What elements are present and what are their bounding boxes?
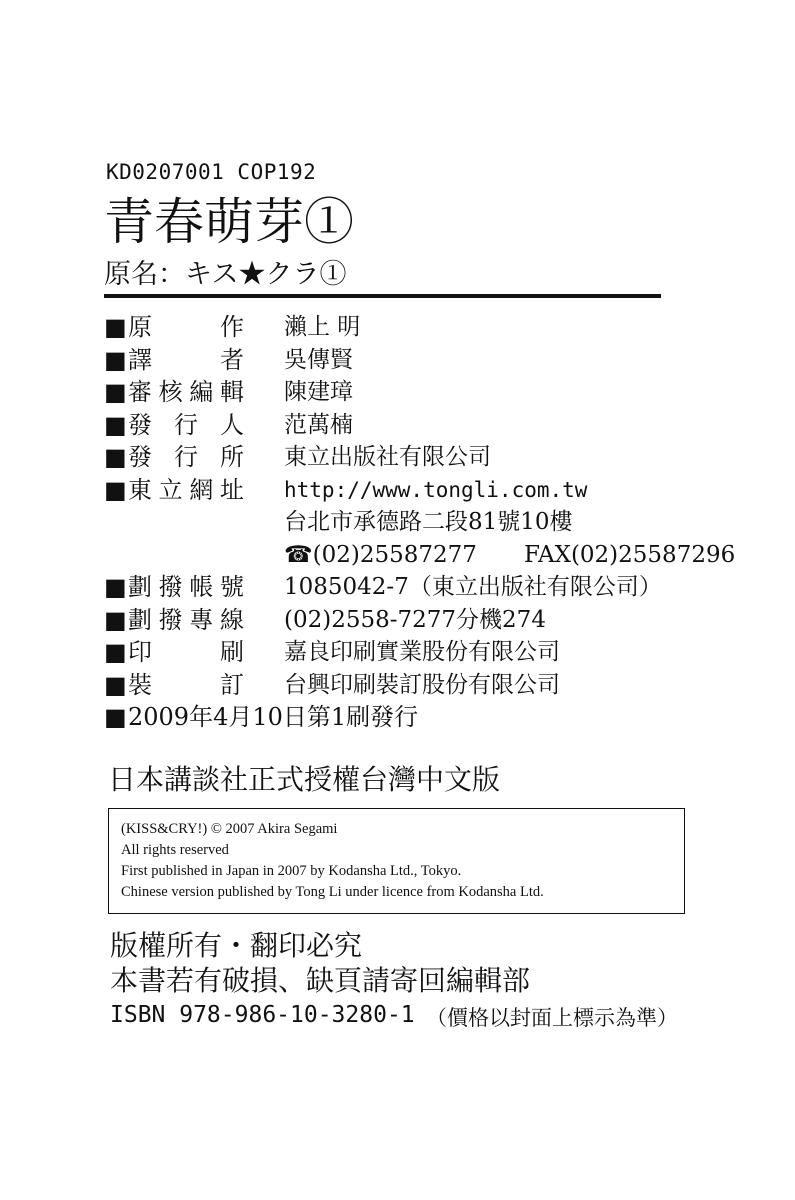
credit-row-publisher — [104, 409, 744, 442]
credit-label: 裝 訂 — [128, 670, 244, 699]
bullet-square-icon: ■ — [104, 443, 127, 471]
original-title: 原名：キス★クラ① — [104, 259, 347, 290]
credit-row-postal-account — [104, 571, 744, 604]
credit-row-website — [104, 474, 744, 507]
isbn-line — [110, 1002, 678, 1030]
credit-label: 審 核 編 輯 — [128, 378, 244, 406]
credit-row-binding — [104, 669, 744, 702]
phone-number: (02)25587277 — [312, 541, 477, 568]
fax-number: FAX(02)25587296 — [524, 541, 736, 568]
damaged-book-notice: 本書若有破損、缺頁請寄回編輯部 — [110, 964, 531, 997]
credit-label: 劃 撥 專 線 — [128, 605, 244, 634]
bullet-square-icon: ■ — [104, 638, 127, 666]
price-note: （價格以封面上標示為準） — [426, 1006, 678, 1030]
bullet-square-icon: ■ — [104, 378, 127, 406]
copyright-box — [108, 808, 685, 914]
publish-date: 2009年4月10日第1刷發行 — [128, 703, 419, 731]
contact-row — [104, 539, 744, 572]
bullet-square-icon: ■ — [104, 605, 127, 634]
credit-label: 印 刷 — [128, 638, 244, 666]
credit-label: 劃 撥 帳 號 — [128, 573, 244, 601]
credit-label: 發 行 所 — [128, 443, 244, 471]
bullet-square-icon: ■ — [104, 475, 127, 504]
copyright-line: All rights reserved — [121, 842, 229, 858]
publish-date-row — [104, 701, 744, 734]
credit-row-editor — [104, 376, 744, 409]
credit-value: 嘉良印刷實業股份有限公司 — [284, 639, 560, 665]
copyright-line: (KISS&CRY!) © 2007 Akira Segami — [121, 821, 338, 837]
bullet-square-icon: ■ — [104, 573, 127, 601]
credit-label: 發 行 人 — [128, 410, 244, 439]
authorized-edition-note: 日本講談社正式授權台灣中文版 — [108, 763, 501, 796]
website-url: http://www.tongli.com.tw — [284, 477, 588, 502]
rights-notice: 版權所有・翻印必究 — [110, 929, 363, 962]
book-title: 青春萌芽① — [104, 193, 354, 251]
product-code: KD0207001 COP192 — [106, 160, 317, 184]
credit-value: 范萬楠 — [284, 411, 353, 438]
bullet-square-icon: ■ — [104, 345, 127, 374]
copyright-line: Chinese version published by Tong Li under licence from Kodansha Ltd. — [121, 884, 544, 900]
credit-value: 1085042-7（東立出版社有限公司） — [284, 574, 662, 600]
credit-value: 台興印刷裝訂股份有限公司 — [284, 671, 560, 698]
telephone-icon: ☎ — [284, 541, 313, 568]
address: 台北市承德路二段81號10樓 — [284, 509, 573, 535]
address-row — [104, 506, 744, 539]
credit-row-translator — [104, 344, 744, 377]
bullet-square-icon: ■ — [104, 410, 127, 439]
credit-value: 東立出版社有限公司 — [284, 444, 491, 470]
credit-row-publishing-house — [104, 441, 744, 474]
credit-row-printing — [104, 636, 744, 669]
bullet-square-icon: ■ — [104, 670, 127, 699]
credit-value: 瀨上 明 — [284, 314, 361, 340]
credit-label: 原 作 — [128, 313, 244, 341]
credit-value: (02)2558-7277分機274 — [284, 606, 546, 633]
copyright-line: First published in Japan in 2007 by Kodansha Ltd., Tokyo. — [121, 863, 462, 879]
credit-row-postal-line — [104, 604, 744, 637]
bullet-square-icon: ■ — [104, 703, 127, 731]
bullet-square-icon: ■ — [104, 313, 127, 341]
isbn: ISBN 978-986-10-3280-1 — [110, 1002, 415, 1028]
credit-row-author — [104, 311, 744, 344]
credit-value: 陳建璋 — [284, 379, 353, 405]
credit-value: 吳傳賢 — [284, 346, 353, 373]
credits-list — [104, 311, 744, 734]
title-divider — [104, 294, 661, 298]
credit-label: 東 立 網 址 — [128, 475, 244, 504]
credit-label: 譯 者 — [128, 345, 244, 374]
